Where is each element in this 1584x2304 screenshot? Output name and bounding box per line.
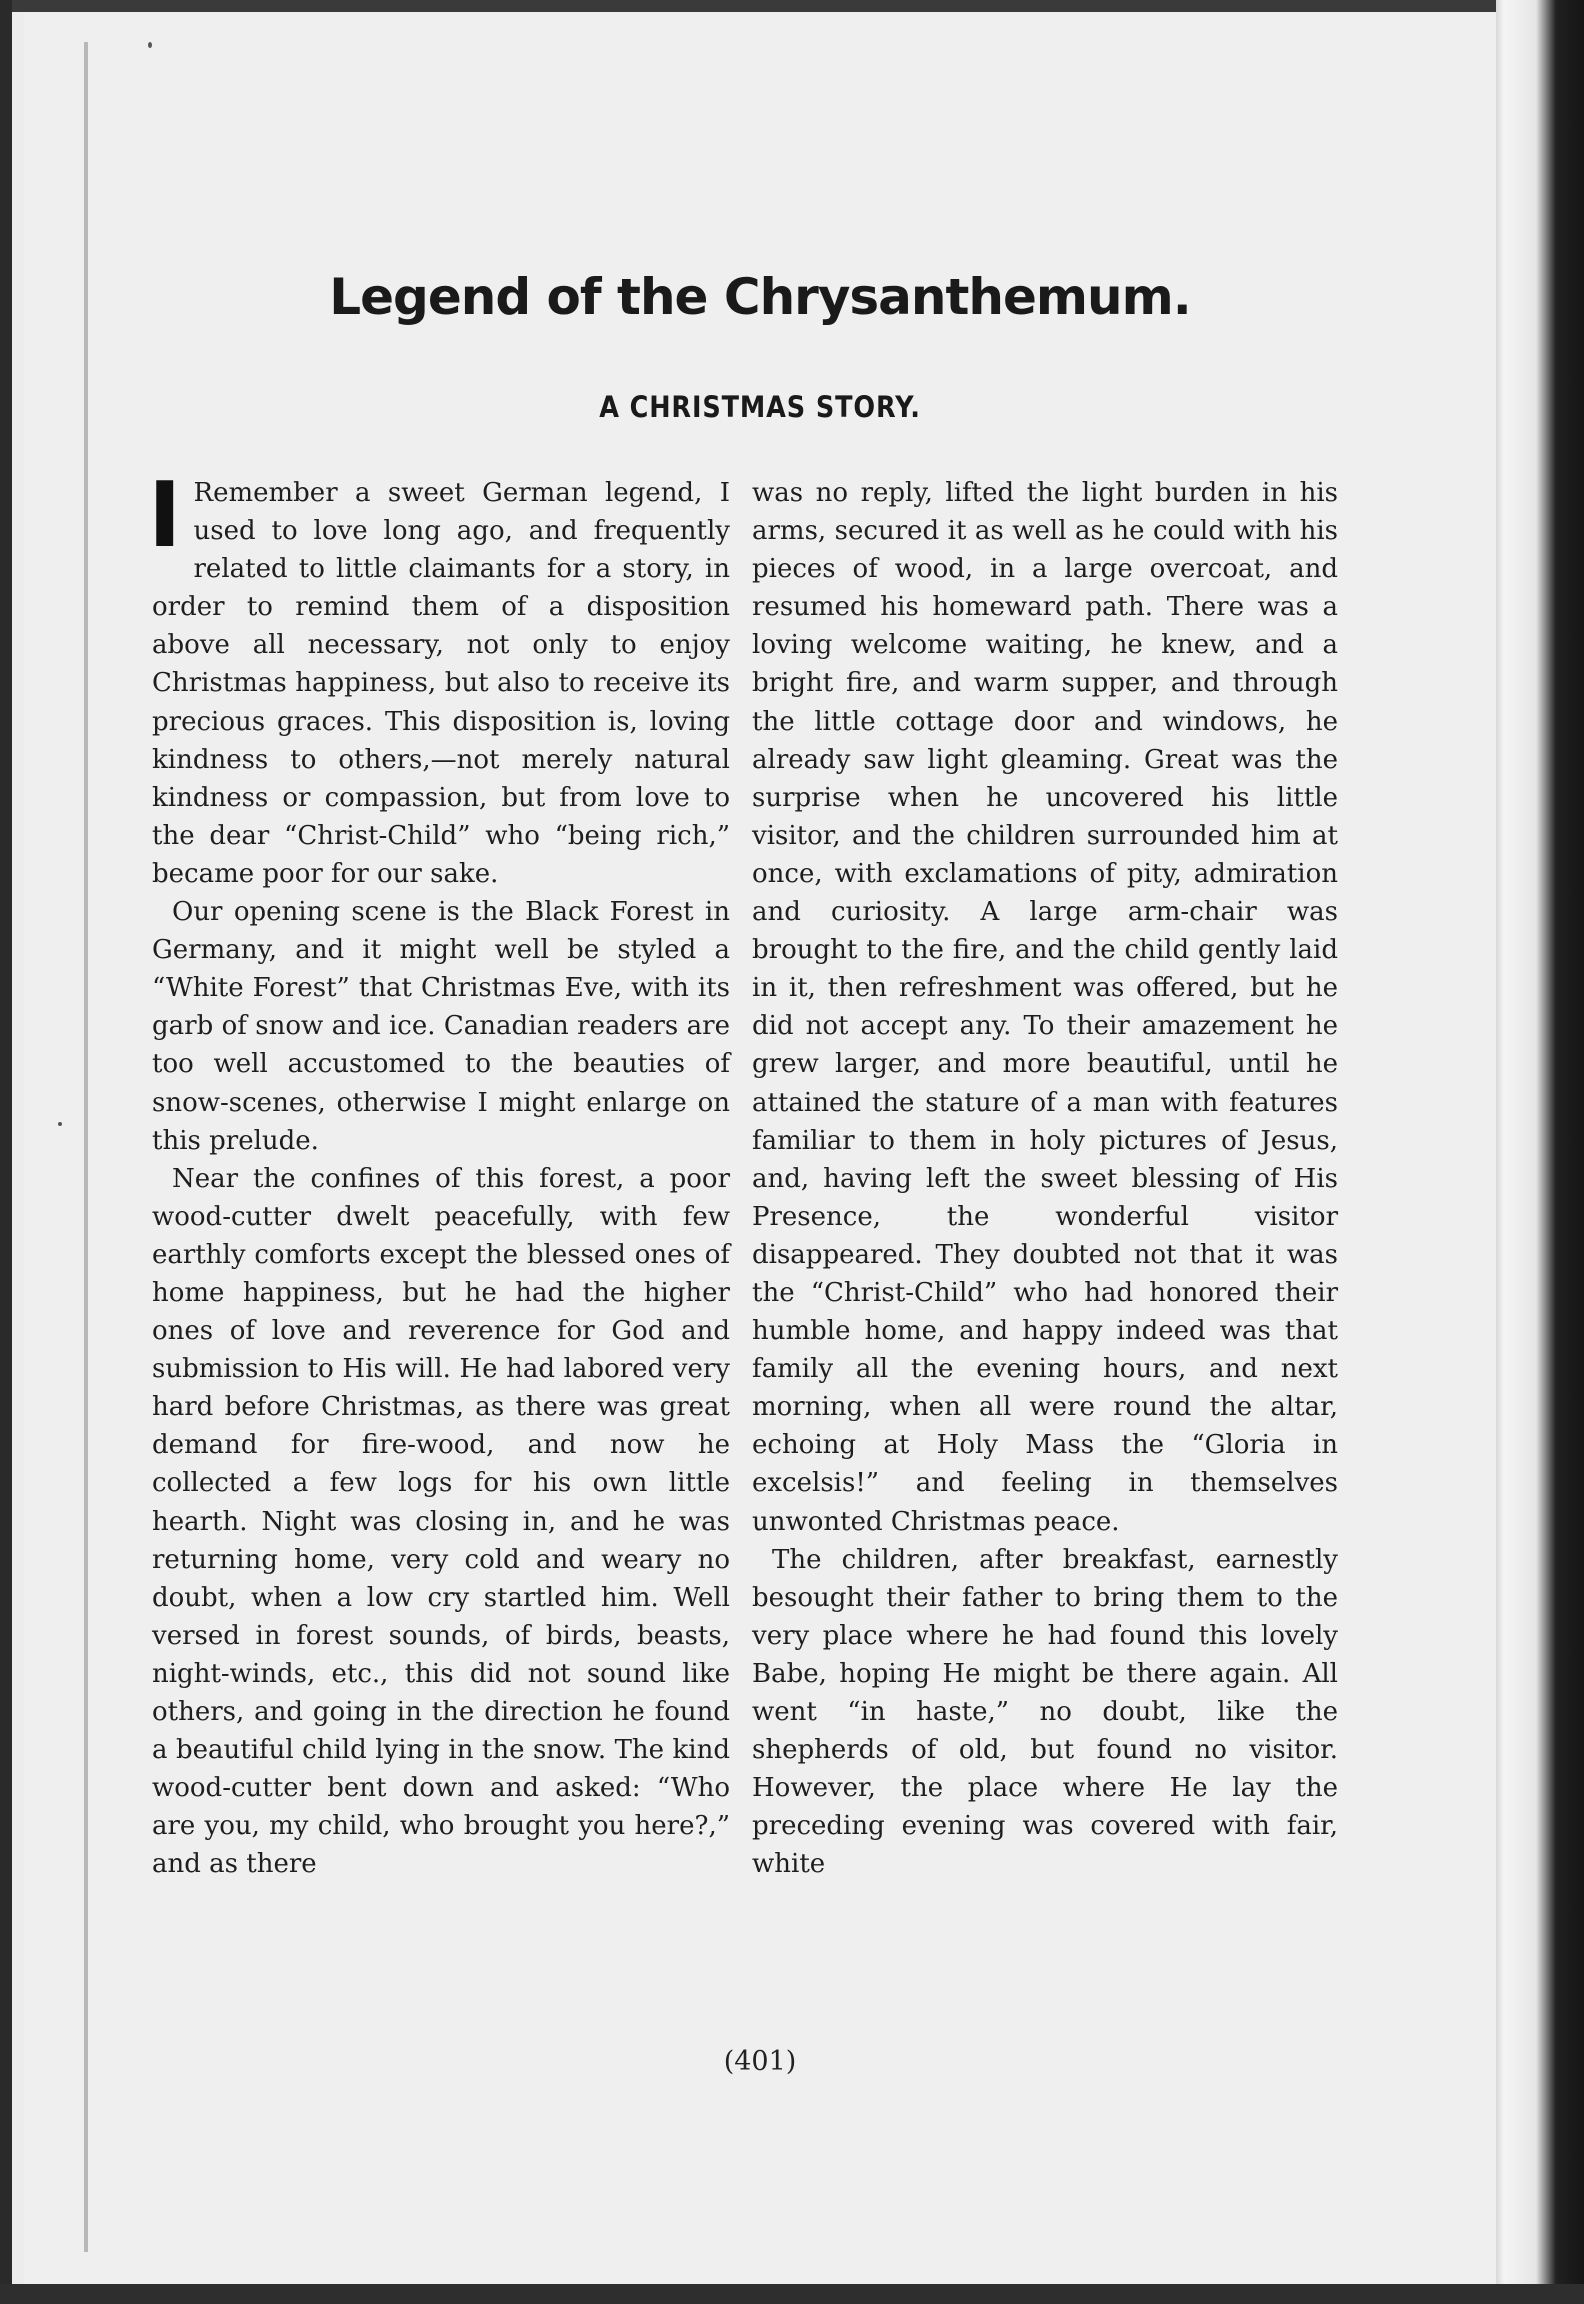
paragraph: The children, after breakfast, earnestly besought their father to bring them to the very place where he had found this lovely Babe, hoping He might be there again. All went “in haste,” no doubt, like the shepherds of old, but found no visitor. However, the place where He lay the preceding evening was covered with fair, white [752, 1544, 1338, 1880]
scan-border-left [0, 0, 12, 2304]
page-inner-edge [84, 42, 88, 2252]
drop-cap: I [148, 463, 182, 568]
scan-speck [58, 1122, 62, 1126]
paragraph: Near the confines of this forest, a poor wood-cutter dwelt peacefully, with few earthly comforts except the blessed ones of home happiness, but he had the higher ones of love and reverence for God and submission to His will. He had labored very hard before Christmas, as there was great demand for fire-wood, and now he collected a few logs for his own little hearth. Night was closing in, and he was returning home, very cold and weary no doubt, when a low cry startled him. Well versed in forest sounds, of birds, beasts, night-winds, etc., this did not sound like others, and going in the direction he found a beautiful child lying in the snow. The kind wood-cutter bent down and asked: “Who are you, my child, who brought you here?,” and as there [152, 1163, 730, 1880]
paragraph: was no reply, lifted the light burden in his arms, secured it as well as he could with his pieces of wood, in a large overcoat, and resumed his homeward path. There was a loving welcome waiting, he knew, and a bright fire, and warm supper, and through the little cottage door and windows, he already saw light gleaming. Great was the surprise when he uncovered his little visitor, and the children surrounded him at once, with exclamations of pity, admiration and curiosity. A large arm-chair was brought to the fire, and the child gently laid in it, then refreshment was offered, but he did not accept any. To their amazement he grew larger, and more beautiful, until he attained the stature of a man with features familiar to them in holy pictures of Jesus, and, having left the sweet blessing of His Presence, the wonderful visitor disappeared. They doubted not that it was the “Christ-Child” who had honored their humble home, and happy indeed was that family all the evening hours, and next morning, when all were round the altar, echoing at Holy Mass the “Gloria in excelsis!” and feeling in themselves unwonted Christmas peace. [752, 478, 1338, 1537]
page-edge-right [1496, 0, 1584, 2304]
scan-border-bottom [0, 2284, 1584, 2304]
page [24, 12, 1496, 2284]
article-title: Legend of the Chrysanthemum. [329, 268, 1191, 326]
article-subtitle: A CHRISTMAS STORY. [599, 390, 921, 424]
paragraph: Our opening scene is the Black Forest in Germany, and it might well be styled a “White Forest” that Christmas Eve, with its garb of snow and ice. Canadian readers are too well accustomed to the beauties of snow-scenes, otherwise I might enlarge on this prelude. [152, 897, 730, 1156]
scan-speck [148, 42, 152, 48]
page-number: (401) [723, 2046, 797, 2077]
left-column [148, 463, 730, 1883]
paragraph-text: Remember a sweet German legend, I used to love long ago, and frequently related to little claimants for a story, in order to remind them of a disposition above all necessary, not only to enjoy Christmas happiness, but also to receive its precious graces. This disposition is, loving kindness to others,—not merely natural kindness or compassion, but from love to the dear “Christ-Child” who “being rich,” became poor for our sake. [152, 478, 730, 889]
right-column [752, 474, 1338, 1883]
paragraph [148, 463, 730, 893]
scan-border-top [0, 0, 1584, 12]
